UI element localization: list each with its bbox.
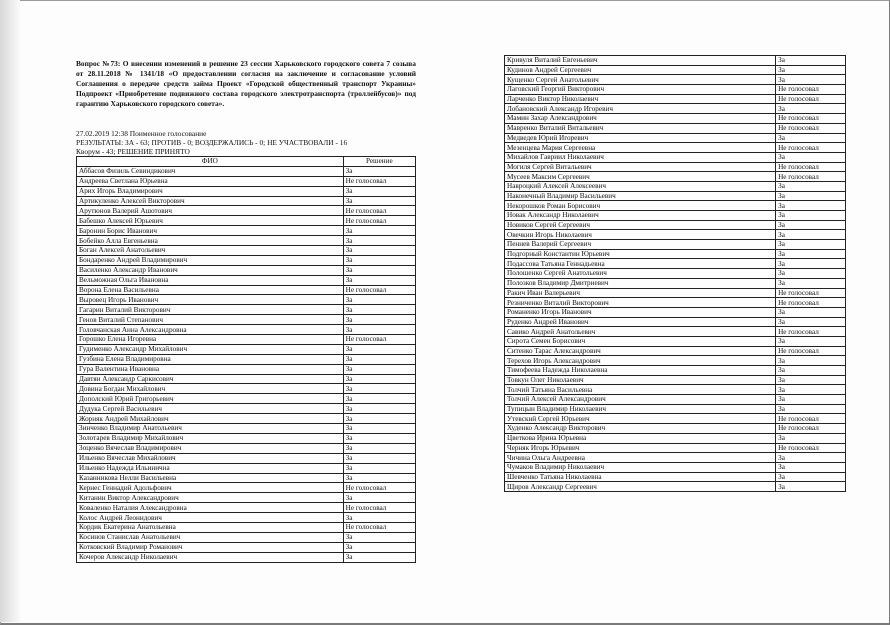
member-decision: За <box>343 473 415 483</box>
table-row <box>77 513 416 523</box>
member-name: Довина Богдан Михайлович <box>77 384 344 394</box>
member-name: Навроцкий Алексей Алексеевич <box>505 181 776 191</box>
table-row <box>505 201 846 211</box>
member-decision: За <box>343 344 415 354</box>
member-name: Кернес Геннадий Адольфович <box>77 483 344 493</box>
table-row <box>505 152 846 162</box>
table-row <box>505 94 846 104</box>
member-decision: Не голосовал <box>776 162 846 172</box>
table-row <box>77 226 416 236</box>
member-name: Ситенко Тарас Александрович <box>505 346 776 356</box>
decision-column-header: Решение <box>343 157 415 167</box>
member-decision: За <box>776 211 846 221</box>
member-decision: За <box>343 315 415 325</box>
table-row <box>505 307 846 317</box>
table-row <box>77 315 416 325</box>
member-decision: За <box>776 56 846 66</box>
table-row <box>505 346 846 356</box>
table-row <box>77 453 416 463</box>
table-row <box>505 424 846 434</box>
member-decision: За <box>776 404 846 414</box>
member-decision: За <box>343 493 415 503</box>
member-name: Терехов Игорь Александрович <box>505 356 776 366</box>
table-row <box>505 172 846 182</box>
member-name: Гузбина Елена Владимировна <box>77 354 344 364</box>
member-decision: За <box>776 375 846 385</box>
member-decision: За <box>343 453 415 463</box>
member-name: Лобановский Александр Игоревич <box>505 104 776 114</box>
member-decision: За <box>343 364 415 374</box>
table-row <box>505 143 846 153</box>
member-name: Бондаренко Андрей Владимирович <box>77 255 344 265</box>
table-row <box>505 433 846 443</box>
table-row <box>505 240 846 250</box>
table-row <box>77 216 416 226</box>
table-row <box>77 255 416 265</box>
member-name: Кордик Екатерина Анатольевна <box>77 522 344 532</box>
table-row <box>77 493 416 503</box>
table-row <box>77 265 416 275</box>
table-row <box>77 285 416 295</box>
name-column-header: ФИО <box>77 157 344 167</box>
member-name: Гудименко Александр Михайлович <box>77 344 344 354</box>
table-row <box>505 453 846 463</box>
member-decision: За <box>343 166 415 176</box>
member-decision: За <box>343 384 415 394</box>
member-name: Толчий Алексей Александрович <box>505 395 776 405</box>
table-row <box>77 433 416 443</box>
member-decision: За <box>776 385 846 395</box>
member-decision: Не голосовал <box>776 94 846 104</box>
member-decision: За <box>343 196 415 206</box>
table-row <box>505 133 846 143</box>
member-decision: За <box>776 462 846 472</box>
member-decision: За <box>343 186 415 196</box>
member-name: Наконечный Владимир Васильевич <box>505 191 776 201</box>
member-decision: Не голосовал <box>776 123 846 133</box>
member-decision: За <box>776 453 846 463</box>
table-row <box>77 186 416 196</box>
member-decision: За <box>343 236 415 246</box>
member-decision: За <box>776 472 846 482</box>
member-decision: Не голосовал <box>776 298 846 308</box>
member-decision: За <box>343 275 415 285</box>
member-decision: Не голосовал <box>776 114 846 124</box>
member-name: Чичина Ольга Андреевна <box>505 453 776 463</box>
member-name: Головчанская Анна Александровна <box>77 325 344 335</box>
table-row <box>505 472 846 482</box>
member-name: Подассова Татьяна Геннадьевна <box>505 259 776 269</box>
member-name: Зинченко Владимир Анатольевич <box>77 424 344 434</box>
member-name: Мусеев Максим Сергеевич <box>505 172 776 182</box>
table-row <box>505 181 846 191</box>
table-row <box>77 176 416 186</box>
member-decision: За <box>343 295 415 305</box>
member-decision: За <box>776 278 846 288</box>
member-decision: Не голосовал <box>343 206 415 216</box>
question-title: Вопрос №73: О внесении изменений в решение 23 сессии Харьковского городского совета 7 созыва от 28.11.2018 № 1341/18 «О предоставлении согласия на заключение и согласование условий Соглашения о передаче средств займа Проект «Городской общественный транспорт Украины» Подпроект «Приобретение подвижного состава городского электротранспорта (троллейбусов)» под гарантию Харьковского городского совета». <box>76 59 416 108</box>
table-row <box>77 424 416 434</box>
member-name: Романенко Игорь Иванович <box>505 307 776 317</box>
member-decision: За <box>776 249 846 259</box>
table-row <box>77 166 416 176</box>
table-row <box>77 275 416 285</box>
member-name: Тупицын Владимир Николаевич <box>505 404 776 414</box>
member-decision: За <box>343 552 415 562</box>
member-name: Бобейко Алла Евгеньевна <box>77 236 344 246</box>
member-decision: Не голосовал <box>343 176 415 186</box>
quorum-line: Кворум - 43; РЕШЕНИЕ ПРИНЯТО <box>76 147 190 156</box>
member-name: Кудинов Андрей Сергеевич <box>505 65 776 75</box>
member-decision: За <box>343 463 415 473</box>
vote-table-left <box>76 156 416 563</box>
member-name: Новиков Сергей Сергеевич <box>505 220 776 230</box>
table-row <box>77 532 416 542</box>
table-row <box>77 384 416 394</box>
member-decision: За <box>776 336 846 346</box>
member-name: Кочеров Александр Николаевич <box>77 552 344 562</box>
member-decision: За <box>776 220 846 230</box>
member-name: Полошенко Сергей Анатольевич <box>505 269 776 279</box>
right-column <box>504 55 846 492</box>
member-decision: За <box>343 374 415 384</box>
member-decision: Не голосовал <box>776 143 846 153</box>
table-row <box>77 473 416 483</box>
member-name: Чумаков Владимир Николаевич <box>505 462 776 472</box>
member-decision: За <box>776 240 846 250</box>
table-row <box>505 404 846 414</box>
table-row <box>505 366 846 376</box>
table-row <box>77 414 416 424</box>
member-name: Кривуля Виталий Евгеньевич <box>505 56 776 66</box>
table-row <box>77 206 416 216</box>
member-name: Лаговский Георгий Викторович <box>505 85 776 95</box>
member-name: Могиля Сергей Витальевич <box>505 162 776 172</box>
table-row <box>77 394 416 404</box>
member-decision: Не голосовал <box>343 503 415 513</box>
member-decision: За <box>343 414 415 424</box>
member-name: Утевский Сергей Юрьевич <box>505 414 776 424</box>
table-row <box>77 483 416 493</box>
member-name: Овечкин Игорь Николаевич <box>505 230 776 240</box>
member-name: Зоценко Вячеслав Владимирович <box>77 443 344 453</box>
member-name: Цветкова Ирина Юрьевна <box>505 433 776 443</box>
member-name: Баронин Борис Иванович <box>77 226 344 236</box>
table-row <box>505 56 846 66</box>
member-name: Коваленко Наталия Александровна <box>77 503 344 513</box>
member-decision: За <box>343 246 415 256</box>
table-row <box>505 269 846 279</box>
table-row <box>505 230 846 240</box>
table-row <box>77 542 416 552</box>
member-name: Ильенко Вячеслав Михайлович <box>77 453 344 463</box>
table-row <box>77 552 416 562</box>
member-decision: За <box>343 532 415 542</box>
member-name: Ворона Елена Васильевна <box>77 285 344 295</box>
table-row <box>77 325 416 335</box>
table-row <box>77 443 416 453</box>
vote-date-line: 27.02.2019 12:38 Поименное голосование <box>76 129 207 138</box>
member-name: Дудука Сергей Васильевич <box>77 404 344 414</box>
member-decision: За <box>776 201 846 211</box>
member-name: Гура Валентина Ивановна <box>77 364 344 374</box>
table-row <box>505 482 846 492</box>
table-row <box>77 503 416 513</box>
member-name: Колос Андрей Леонидович <box>77 513 344 523</box>
member-name: Медведев Юрий Игоревич <box>505 133 776 143</box>
member-name: Генов Виталий Степанович <box>77 315 344 325</box>
table-row <box>77 463 416 473</box>
member-name: Гагарин Виталий Викторович <box>77 305 344 315</box>
member-name: Бабешко Алексей Юрьевич <box>77 216 344 226</box>
member-decision: За <box>343 424 415 434</box>
member-name: Дополский Юрий Григорьевич <box>77 394 344 404</box>
member-name: Артикуленко Алексей Викторович <box>77 196 344 206</box>
table-row <box>77 404 416 414</box>
member-name: Василенко Александр Иванович <box>77 265 344 275</box>
member-decision: За <box>343 433 415 443</box>
member-name: Пеннев Валерий Сергеевич <box>505 240 776 250</box>
member-decision: Не голосовал <box>776 346 846 356</box>
member-name: Новак Александр Николаевич <box>505 211 776 221</box>
table-row <box>505 65 846 75</box>
table-row <box>77 305 416 315</box>
member-decision: За <box>776 356 846 366</box>
table-row <box>505 395 846 405</box>
member-decision: За <box>776 482 846 492</box>
table-row <box>505 104 846 114</box>
member-decision: Не голосовал <box>343 216 415 226</box>
member-name: Мезенцева Мария Сергеевна <box>505 143 776 153</box>
left-column <box>76 59 416 563</box>
member-decision: За <box>343 325 415 335</box>
member-name: Казанникова Нелли Васильевна <box>77 473 344 483</box>
member-name: Боган Алексей Анатольевич <box>77 246 344 256</box>
table-row <box>77 522 416 532</box>
member-name: Некорошков Роман Борисович <box>505 201 776 211</box>
member-name: Черняк Игорь Юрьевич <box>505 443 776 453</box>
member-decision: За <box>776 181 846 191</box>
member-decision: За <box>776 104 846 114</box>
table-row <box>505 375 846 385</box>
member-decision: Не голосовал <box>776 443 846 453</box>
results-line: РЕЗУЛЬТАТЫ: ЗА - 63; ПРОТИВ - 0; ВОЗДЕРЖАЛИСЬ - 0; НЕ УЧАСТВОВАЛИ - 16 <box>76 138 348 147</box>
table-row <box>505 327 846 337</box>
table-row <box>505 317 846 327</box>
member-name: Сирота Семен Борисович <box>505 336 776 346</box>
member-name: Шевченко Татьяна Николаевна <box>505 472 776 482</box>
member-decision: Не голосовал <box>776 172 846 182</box>
member-decision: За <box>776 75 846 85</box>
member-name: Золотарев Владимир Михайлович <box>77 433 344 443</box>
member-name: Горошко Елена Игоревна <box>77 335 344 345</box>
table-row <box>505 385 846 395</box>
member-name: Тимофеева Надежда Николаевна <box>505 366 776 376</box>
member-decision: Не голосовал <box>776 288 846 298</box>
member-decision: За <box>776 269 846 279</box>
member-decision: За <box>343 226 415 236</box>
table-row <box>505 462 846 472</box>
member-decision: За <box>343 354 415 364</box>
member-decision: За <box>343 255 415 265</box>
member-name: Щиров Александр Сергеевич <box>505 482 776 492</box>
member-decision: Не голосовал <box>343 285 415 295</box>
table-header-row <box>77 157 416 167</box>
table-row <box>505 220 846 230</box>
member-decision: Не голосовал <box>343 522 415 532</box>
member-name: Давтян Александр Саркисович <box>77 374 344 384</box>
member-name: Руденко Андрей Иванович <box>505 317 776 327</box>
member-decision: За <box>343 305 415 315</box>
member-name: Китанин Виктор Александрович <box>77 493 344 503</box>
vote-table-right <box>504 55 846 492</box>
member-name: Ракич Иван Валерьевич <box>505 288 776 298</box>
member-name: Котковский Владимир Романович <box>77 542 344 552</box>
member-name: Андреева Светлана Юрьевна <box>77 176 344 186</box>
table-row <box>505 443 846 453</box>
member-name: Резниченко Виталий Викторович <box>505 298 776 308</box>
member-decision: Не голосовал <box>343 335 415 345</box>
member-decision: За <box>776 65 846 75</box>
member-name: Кущенко Сергей Анатольевич <box>505 75 776 85</box>
member-name: Мавренко Виталий Витальевич <box>505 123 776 133</box>
table-row <box>505 123 846 133</box>
table-row <box>505 162 846 172</box>
member-decision: За <box>776 230 846 240</box>
table-row <box>505 288 846 298</box>
member-name: Ларченко Виктор Николаевич <box>505 94 776 104</box>
member-decision: За <box>776 152 846 162</box>
table-row <box>505 85 846 95</box>
member-decision: За <box>776 433 846 443</box>
table-row <box>505 414 846 424</box>
member-decision: За <box>776 133 846 143</box>
table-row <box>505 336 846 346</box>
member-name: Товкун Олег Николаевич <box>505 375 776 385</box>
table-row <box>77 335 416 345</box>
table-row <box>505 356 846 366</box>
member-decision: За <box>343 265 415 275</box>
table-row <box>505 259 846 269</box>
vote-table-left-body <box>77 166 416 562</box>
member-name: Ильенко Надежда Ильинична <box>77 463 344 473</box>
member-name: Арутюнов Валерий Ашотович <box>77 206 344 216</box>
vote-table-right-body <box>505 56 846 492</box>
member-name: Подгорный Константин Юрьевич <box>505 249 776 259</box>
member-decision: За <box>776 259 846 269</box>
table-row <box>77 246 416 256</box>
table-row <box>505 191 846 201</box>
member-name: Савико Андрей Анатольевич <box>505 327 776 337</box>
member-decision: За <box>343 443 415 453</box>
table-row <box>505 249 846 259</box>
member-decision: За <box>776 317 846 327</box>
member-name: Толчий Татьяна Васильевна <box>505 385 776 395</box>
table-row <box>505 298 846 308</box>
member-decision: Не голосовал <box>343 483 415 493</box>
member-decision: За <box>343 404 415 414</box>
member-name: Худенко Александр Викторович <box>505 424 776 434</box>
table-row <box>77 196 416 206</box>
table-row <box>505 278 846 288</box>
member-name: Косинов Станислав Анатольевич <box>77 532 344 542</box>
member-decision: Не голосовал <box>776 327 846 337</box>
member-name: Вельможная Ольга Ивановна <box>77 275 344 285</box>
table-row <box>77 354 416 364</box>
member-decision: За <box>776 307 846 317</box>
table-row <box>77 364 416 374</box>
member-decision: За <box>343 394 415 404</box>
table-row <box>77 236 416 246</box>
member-decision: Не голосовал <box>776 424 846 434</box>
member-decision: За <box>343 513 415 523</box>
member-decision: За <box>776 366 846 376</box>
member-decision: За <box>776 191 846 201</box>
member-name: Арих Игорь Владимирович <box>77 186 344 196</box>
member-name: Мамин Захар Александрович <box>505 114 776 124</box>
table-row <box>505 75 846 85</box>
table-row <box>505 211 846 221</box>
member-decision: За <box>343 542 415 552</box>
table-row <box>77 344 416 354</box>
member-name: Жорняк Андрей Михайлович <box>77 414 344 424</box>
member-decision: За <box>776 395 846 405</box>
member-name: Полозков Владимир Дмитриевич <box>505 278 776 288</box>
table-row <box>77 295 416 305</box>
member-name: Выровец Игорь Иванович <box>77 295 344 305</box>
table-row <box>505 114 846 124</box>
member-decision: Не голосовал <box>776 414 846 424</box>
member-name: Аббасов Физиль Севиндикович <box>77 166 344 176</box>
member-decision: Не голосовал <box>776 85 846 95</box>
member-name: Михайлов Гавриил Николаевич <box>505 152 776 162</box>
table-row <box>77 374 416 384</box>
